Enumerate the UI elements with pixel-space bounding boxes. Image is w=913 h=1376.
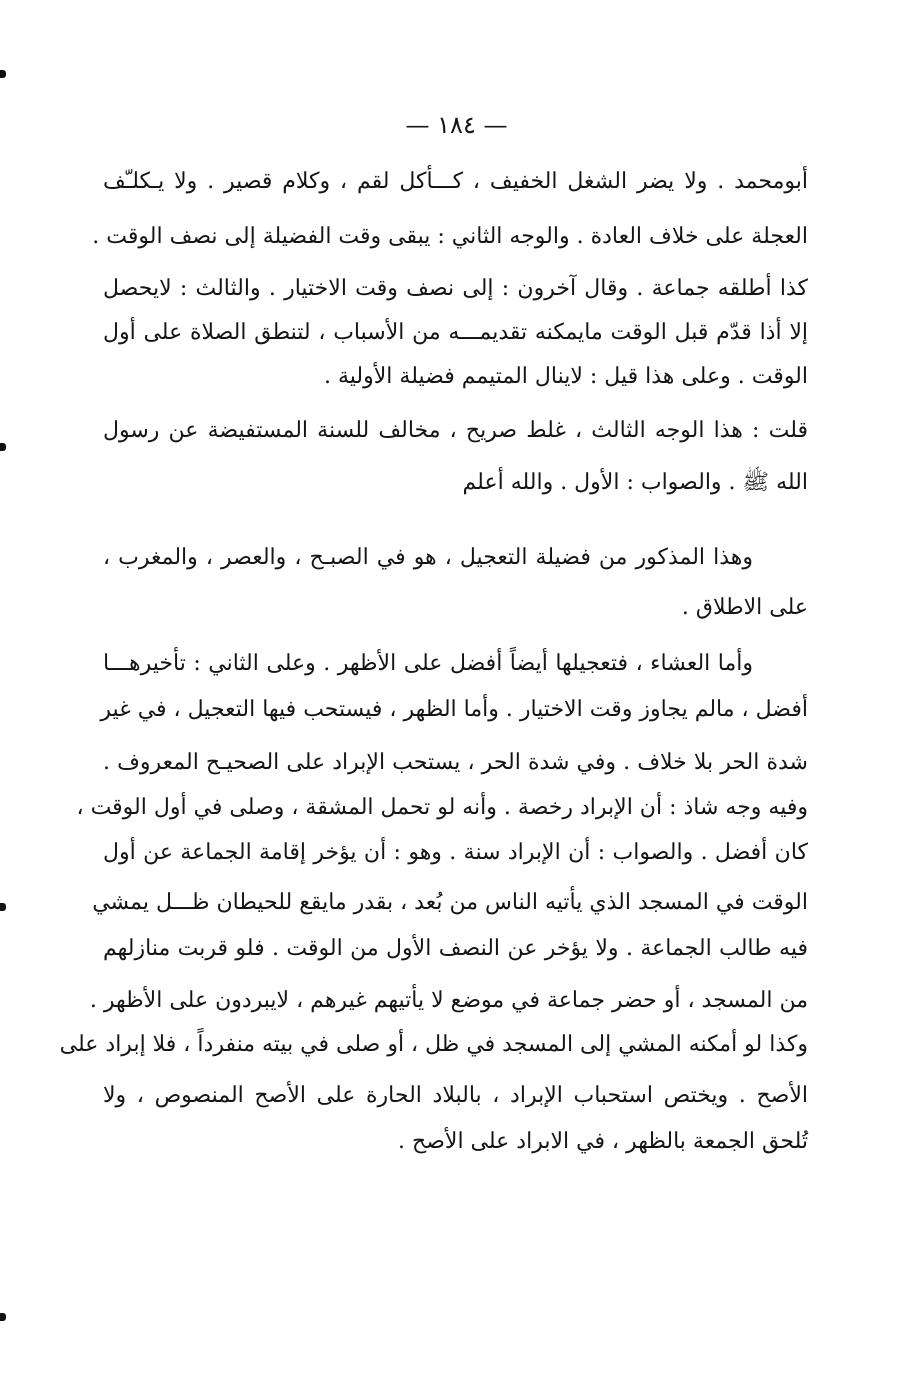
text-line: العجلة على خلاف العادة . والوجه الثاني : يبقى وقت الفضيلة إلى نصف الوقت . [92,224,808,249]
scan-margin-mark [0,1313,6,1321]
text-line: كان أفضل . والصواب : أن الإبراد سنة . وهو : أن يؤخر إقامة الجماعة عن أول [103,840,808,865]
text-line: من المسجد ، أو حضر جماعة في موضع لا يأتيهم غيرهم ، لايبردون على الأظهر . [89,988,808,1013]
text-line: فيه طالب الجماعة . ولا يؤخر عن النصف الأول من الوقت . فلو قربت منازلهم [103,936,808,961]
text-line: قلت : هذا الوجه الثالث ، غلط صريح ، مخالف للسنة المستفيضة عن رسول [103,418,808,443]
text-line: وأما العشاء ، فتعجيلها أيضاً أفضل على الأظهر . وعلى الثاني : تأخيرهـــا [103,651,753,676]
text-line: الأصح . ويختص استحباب الإبراد ، بالبلاد الحارة على الأصح المنصوص ، ولا [103,1083,808,1108]
text-line: أفضل ، مالم يجاوز وقت الاختيار . وأما الظهر ، فيستحب فيها التعجيل ، في غير [100,697,808,722]
scan-margin-mark [0,70,6,78]
text-line: الوقت . وعلى هذا قيل : لاينال المتيمم فضيلة الأولية . [324,364,808,389]
text-line: كذا أطلقه جماعة . وقال آخرون : إلى نصف وقت الاختيار . والثالث : لايحصل [103,276,808,301]
scan-margin-mark [0,903,6,911]
text-line: على الاطلاق . [681,595,808,620]
text-line: الله ﷺ . والصواب : الأول . والله أعلم [462,470,808,495]
text-line: شدة الحر بلا خلاف . وفي شدة الحر ، يستحب الإبراد على الصحيـح المعروف . [103,750,808,775]
text-line: وفيه وجه شاذ : أن الإبراد رخصة . وأنه لو تحمل المشقة ، وصلى في أول الوقت ، [76,795,808,820]
text-line: وهذا المذكور من فضيلة التعجيل ، هو في الصبـح ، والعصر ، والمغرب ، [103,545,753,570]
text-line: الوقت في المسجد الذي يأتيه الناس من بُعد ، بقدر مايقع للحيطان ظـــل يمشي [92,890,808,915]
scan-margin-mark [0,443,6,451]
text-line: إلا أذا قدّم قبل الوقت مايمكنه تقديمـــه من الأسباب ، لتنطق الصلاة على أول [103,320,808,345]
text-line: أبومحمد . ولا يضر الشغل الخفيف ، كـــأكل لقم ، وكلام قصير . ولا يـكلـّف [103,169,808,194]
page-number: — ١٨٤ — [405,111,508,139]
text-line: وكذا لو أمكنه المشي إلى المسجد في ظل ، أو صلى في بيته منفرداً ، فلا إبراد على [59,1032,808,1057]
text-line: تُلحق الجمعة بالظهر ، في الابراد على الأصح . [398,1129,808,1154]
